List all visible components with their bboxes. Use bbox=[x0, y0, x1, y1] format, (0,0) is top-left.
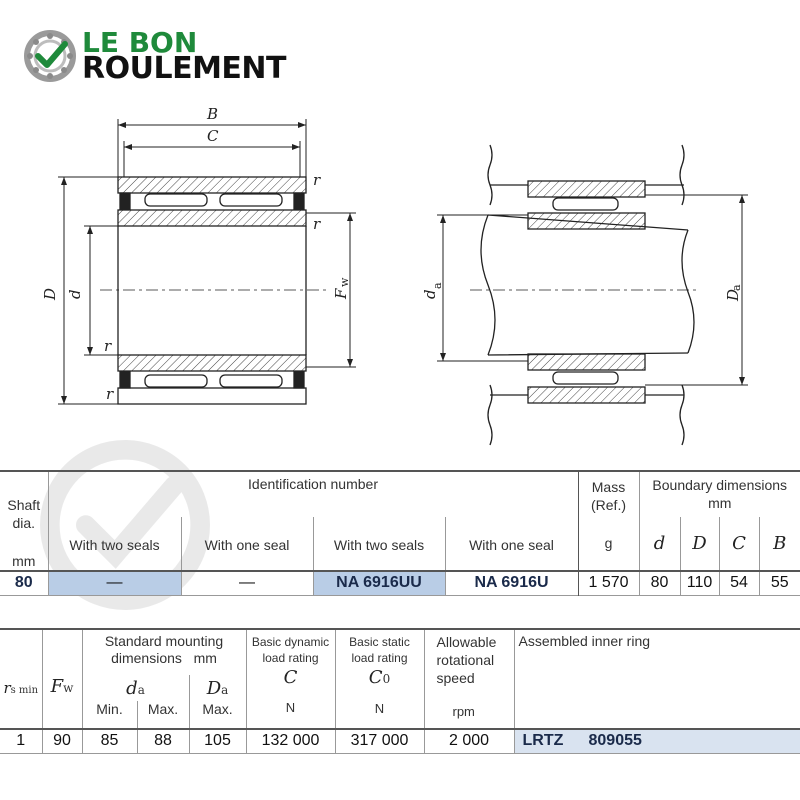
cell-one-seal-a: — bbox=[181, 571, 313, 595]
cell-two-seals-a: — bbox=[48, 571, 181, 595]
shaft-label-2: dia. bbox=[12, 515, 36, 531]
header-mounting bbox=[82, 629, 246, 675]
cell-one-seal-b: NA 6916U bbox=[445, 571, 578, 595]
brand-line-2: ROULEMENT bbox=[82, 51, 286, 86]
cell-B: 55 bbox=[759, 571, 800, 595]
rs-sub: s min bbox=[10, 685, 39, 696]
cell-da-max: 88 bbox=[137, 729, 189, 753]
cell-inner-ring bbox=[514, 729, 800, 753]
shaft-label: Shaft bbox=[7, 497, 41, 513]
cell-shaft: 80 bbox=[14, 574, 33, 592]
cell-two-seals-b: NA 6916UU bbox=[313, 571, 445, 595]
dyn-symbol: C bbox=[283, 667, 298, 688]
label-r-top: r bbox=[313, 171, 321, 189]
sta-unit: N bbox=[374, 701, 385, 716]
header-D: D bbox=[680, 517, 719, 571]
mounting-label-2 bbox=[83, 650, 246, 667]
label-da-sub: a bbox=[431, 282, 444, 289]
header-speed bbox=[424, 629, 514, 729]
header-Da bbox=[189, 675, 246, 701]
da-sub: a bbox=[137, 682, 145, 697]
boundary-label: Boundary dimensions bbox=[652, 477, 788, 493]
cell-d: 80 bbox=[639, 571, 680, 595]
Da-sub: a bbox=[221, 682, 229, 697]
mounting-dims: dimensions bbox=[111, 650, 182, 666]
cell-C: 132 000 bbox=[246, 729, 335, 753]
mass-unit: g bbox=[604, 535, 613, 551]
sta-symbol: C bbox=[368, 667, 383, 688]
label-r-mid-top: r bbox=[313, 215, 321, 233]
cell-speed: 2 000 bbox=[424, 729, 514, 753]
header-one-seal-a: With one seal bbox=[181, 517, 313, 571]
label-D: D bbox=[41, 287, 59, 300]
label-Da-sub: a bbox=[730, 284, 743, 291]
identification-table bbox=[0, 470, 800, 596]
cell-C: 54 bbox=[719, 571, 759, 595]
cell-Da-max: 105 bbox=[189, 729, 246, 753]
Fw-symbol: F bbox=[50, 676, 64, 697]
dyn-unit: N bbox=[285, 700, 296, 715]
cell-D: 110 bbox=[680, 571, 719, 595]
header-max-1: Max. bbox=[137, 701, 189, 729]
label-Fw: F bbox=[332, 288, 350, 299]
inner-ring-name: LRTZ bbox=[522, 732, 564, 750]
boundary-unit: mm bbox=[708, 495, 732, 511]
label-B: B bbox=[207, 105, 219, 123]
mounting-unit: mm bbox=[193, 650, 217, 666]
Da-symbol: D bbox=[206, 677, 222, 699]
label-r-mid-bottom: r bbox=[104, 337, 112, 355]
table-row bbox=[0, 571, 800, 595]
label-Fw-sub: w bbox=[338, 277, 351, 287]
cell-Fw: 90 bbox=[42, 729, 82, 753]
mounting-label: Standard mounting bbox=[104, 633, 224, 649]
header-max-2: Max. bbox=[189, 701, 246, 729]
Fw-sub: w bbox=[63, 681, 74, 695]
header-da bbox=[82, 675, 189, 701]
spd-unit: rpm bbox=[452, 704, 475, 719]
header-identification: Identification number bbox=[48, 471, 578, 517]
mass-label: Mass bbox=[591, 479, 626, 495]
header-C: C bbox=[719, 517, 759, 571]
header-shaft bbox=[0, 471, 48, 571]
mass-ref: (Ref.) bbox=[591, 497, 626, 513]
brand-line-1: LE BON bbox=[82, 26, 198, 59]
dyn-label-2: load rating bbox=[262, 651, 319, 665]
spd-label-3: speed bbox=[436, 670, 475, 686]
header-two-seals-b: With two seals bbox=[313, 517, 445, 571]
da-symbol: d bbox=[126, 677, 138, 699]
label-C: C bbox=[207, 127, 219, 145]
cell-rs: 1 bbox=[16, 732, 26, 750]
sta-label-2: load rating bbox=[351, 651, 408, 665]
header-inner-ring: Assembled inner ring bbox=[514, 629, 800, 729]
label-r-bottom: r bbox=[106, 385, 114, 403]
table-row bbox=[0, 729, 800, 753]
cell-mass: 1 570 bbox=[578, 571, 639, 595]
header-static bbox=[335, 629, 424, 729]
label-da: d bbox=[421, 289, 439, 299]
header-one-seal-b: With one seal bbox=[445, 517, 578, 571]
header-min: Min. bbox=[82, 701, 137, 729]
header-boundary bbox=[639, 471, 800, 517]
inner-ring-code: 809055 bbox=[588, 732, 642, 750]
left-section-view bbox=[100, 177, 330, 404]
sta-label-1: Basic static bbox=[349, 635, 410, 649]
spd-label-1: Allowable bbox=[436, 634, 497, 650]
header-rs bbox=[0, 629, 42, 701]
header-dynamic bbox=[246, 629, 335, 729]
label-Da: D bbox=[724, 288, 742, 301]
rs-symbol: r bbox=[3, 679, 11, 697]
sta-sub: 0 bbox=[382, 672, 391, 686]
mounting-table bbox=[0, 628, 800, 754]
cell-da-min: 85 bbox=[82, 729, 137, 753]
bearing-check-icon bbox=[24, 30, 76, 82]
header-two-seals-a: With two seals bbox=[48, 517, 181, 571]
header-B: B bbox=[759, 517, 800, 571]
bearing-drawing bbox=[0, 95, 800, 455]
dyn-label-1: Basic dynamic bbox=[251, 635, 330, 649]
cell-C0: 317 000 bbox=[335, 729, 424, 753]
header-mass bbox=[578, 471, 639, 571]
header-Fw bbox=[42, 629, 82, 701]
logo bbox=[24, 28, 304, 88]
right-mounted-view bbox=[470, 145, 700, 445]
spd-label-2: rotational bbox=[436, 652, 495, 668]
label-d: d bbox=[66, 289, 84, 299]
header-d: d bbox=[639, 517, 680, 571]
shaft-unit: mm bbox=[12, 553, 36, 569]
